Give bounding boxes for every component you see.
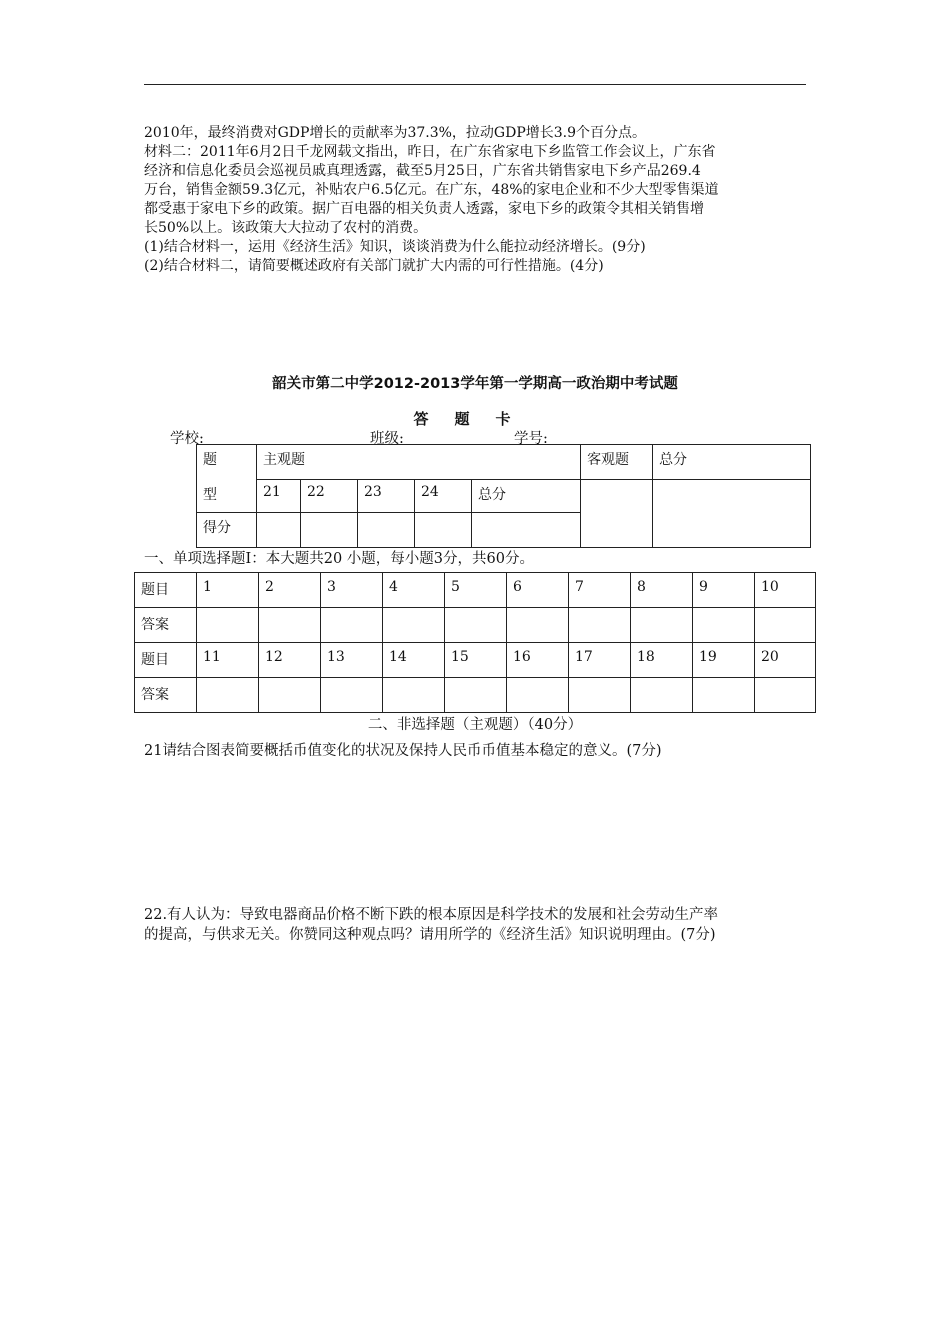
- question-22: [144, 905, 718, 945]
- q23-score-cell[interactable]: [358, 513, 415, 548]
- total-score-cell[interactable]: [653, 480, 811, 548]
- question-number: 6: [507, 573, 569, 608]
- question-number: 11: [197, 643, 259, 678]
- question-number: 4: [383, 573, 445, 608]
- answer-cell[interactable]: [445, 608, 507, 643]
- answer-cell[interactable]: [631, 678, 693, 713]
- objective-header: 客观题: [581, 445, 653, 480]
- question-number: 3: [321, 573, 383, 608]
- question-number: 10: [755, 573, 816, 608]
- section-2-heading: 二、非选择题（主观题）（40分）: [367, 717, 583, 733]
- answer-cell[interactable]: [755, 608, 816, 643]
- question-number: 12: [259, 643, 321, 678]
- row-label-question: 题目: [135, 573, 197, 608]
- q24-score-cell[interactable]: [415, 513, 472, 548]
- header-rule: [144, 84, 806, 85]
- question-number: 16: [507, 643, 569, 678]
- answer-cell[interactable]: [755, 678, 816, 713]
- q22-header: 22: [301, 480, 358, 513]
- question-number: 7: [569, 573, 631, 608]
- answer-cell[interactable]: [259, 608, 321, 643]
- type-label-cell: 题: [197, 445, 257, 480]
- material-line: 万台，销售金额59.3亿元，补贴农户6.5亿元。在广东，48%的家电企业和不少大型零售渠道: [144, 182, 719, 198]
- student-id-field: 学号:: [514, 431, 548, 447]
- question-number: 18: [631, 643, 693, 678]
- row-label-answer: 答案: [135, 608, 197, 643]
- section-1-heading: 一、单项选择题Ⅰ：本大题共20 小题，每小题3分，共60分。: [144, 551, 534, 567]
- answer-cell[interactable]: [445, 678, 507, 713]
- question-number: 1: [197, 573, 259, 608]
- question-number: 17: [569, 643, 631, 678]
- answer-cell[interactable]: [507, 678, 569, 713]
- answer-cell[interactable]: [569, 608, 631, 643]
- answer-cell[interactable]: [321, 678, 383, 713]
- question-1: (1)结合材料一，运用《经济生活》知识，谈谈消费为什么能拉动经济增长。(9分): [144, 239, 646, 255]
- question-number: 19: [693, 643, 755, 678]
- q21-score-cell[interactable]: [257, 513, 301, 548]
- q21-header: 21: [257, 480, 301, 513]
- question-number: 13: [321, 643, 383, 678]
- answer-cell[interactable]: [693, 608, 755, 643]
- material-line: 2010年，最终消费对GDP增长的贡献率为37.3%，拉动GDP增长3.9个百分点。: [144, 125, 647, 141]
- answer-cell[interactable]: [383, 608, 445, 643]
- material-text: [144, 124, 814, 276]
- subtotal-score-cell[interactable]: [472, 513, 581, 548]
- type-label-cell: 型: [197, 480, 257, 513]
- answer-cell[interactable]: [507, 608, 569, 643]
- answer-card-title: 答题卡: [413, 410, 537, 428]
- answer-cell[interactable]: [197, 678, 259, 713]
- answer-cell[interactable]: [259, 678, 321, 713]
- material-line: 长50%以上。该政策大大拉动了农村的消费。: [144, 220, 428, 236]
- question-number: 9: [693, 573, 755, 608]
- answer-cell[interactable]: [693, 678, 755, 713]
- question-2: (2)结合材料二，请简要概述政府有关部门就扩大内需的可行性措施。(4分): [144, 258, 604, 274]
- material-line: 都受惠于家电下乡的政策。据广百电器的相关负责人透露，家电下乡的政策令其相关销售增: [144, 201, 704, 217]
- question-21: 21请结合图表简要概括币值变化的状况及保持人民币币值基本稳定的意义。(7分): [144, 743, 662, 759]
- material-line: 经济和信息化委员会巡视员戚真理透露，截至5月25日，广东省共销售家电下乡产品269.4: [144, 163, 701, 179]
- question-number: 20: [755, 643, 816, 678]
- q23-header: 23: [358, 480, 415, 513]
- row-label-question: 题目: [135, 643, 197, 678]
- question-number: 5: [445, 573, 507, 608]
- question-number: 14: [383, 643, 445, 678]
- answer-table: [134, 572, 816, 713]
- answer-cell[interactable]: [321, 608, 383, 643]
- score-label: 得分: [197, 513, 257, 548]
- total-header: 总分: [653, 445, 811, 480]
- score-table: [196, 444, 811, 548]
- answer-cell[interactable]: [383, 678, 445, 713]
- subjective-header: 主观题: [257, 445, 581, 480]
- question-22-line: 的提高，与供求无关。你赞同这种观点吗？请用所学的《经济生活》知识说明理由。(7分): [144, 927, 716, 943]
- exam-title: 韶关市第二中学2012-2013学年第一学期高一政治期中考试题: [272, 376, 678, 392]
- question-22-line: 22.有人认为：导致电器商品价格不断下跌的根本原因是科学技术的发展和社会劳动生产率: [144, 907, 719, 923]
- subtotal-header: 总分: [472, 480, 581, 513]
- material-line: 材料二：2011年6月2日千龙网载文指出，昨日，在广东省家电下乡监管工作会议上，广东省: [144, 144, 716, 160]
- question-number: 8: [631, 573, 693, 608]
- answer-cell[interactable]: [569, 678, 631, 713]
- answer-cell[interactable]: [197, 608, 259, 643]
- q24-header: 24: [415, 480, 472, 513]
- row-label-answer: 答案: [135, 678, 197, 713]
- question-number: 2: [259, 573, 321, 608]
- question-number: 15: [445, 643, 507, 678]
- school-field: 学校:: [170, 431, 204, 447]
- class-field: 班级:: [370, 431, 404, 447]
- objective-score-cell[interactable]: [581, 480, 653, 548]
- q22-score-cell[interactable]: [301, 513, 358, 548]
- answer-cell[interactable]: [631, 608, 693, 643]
